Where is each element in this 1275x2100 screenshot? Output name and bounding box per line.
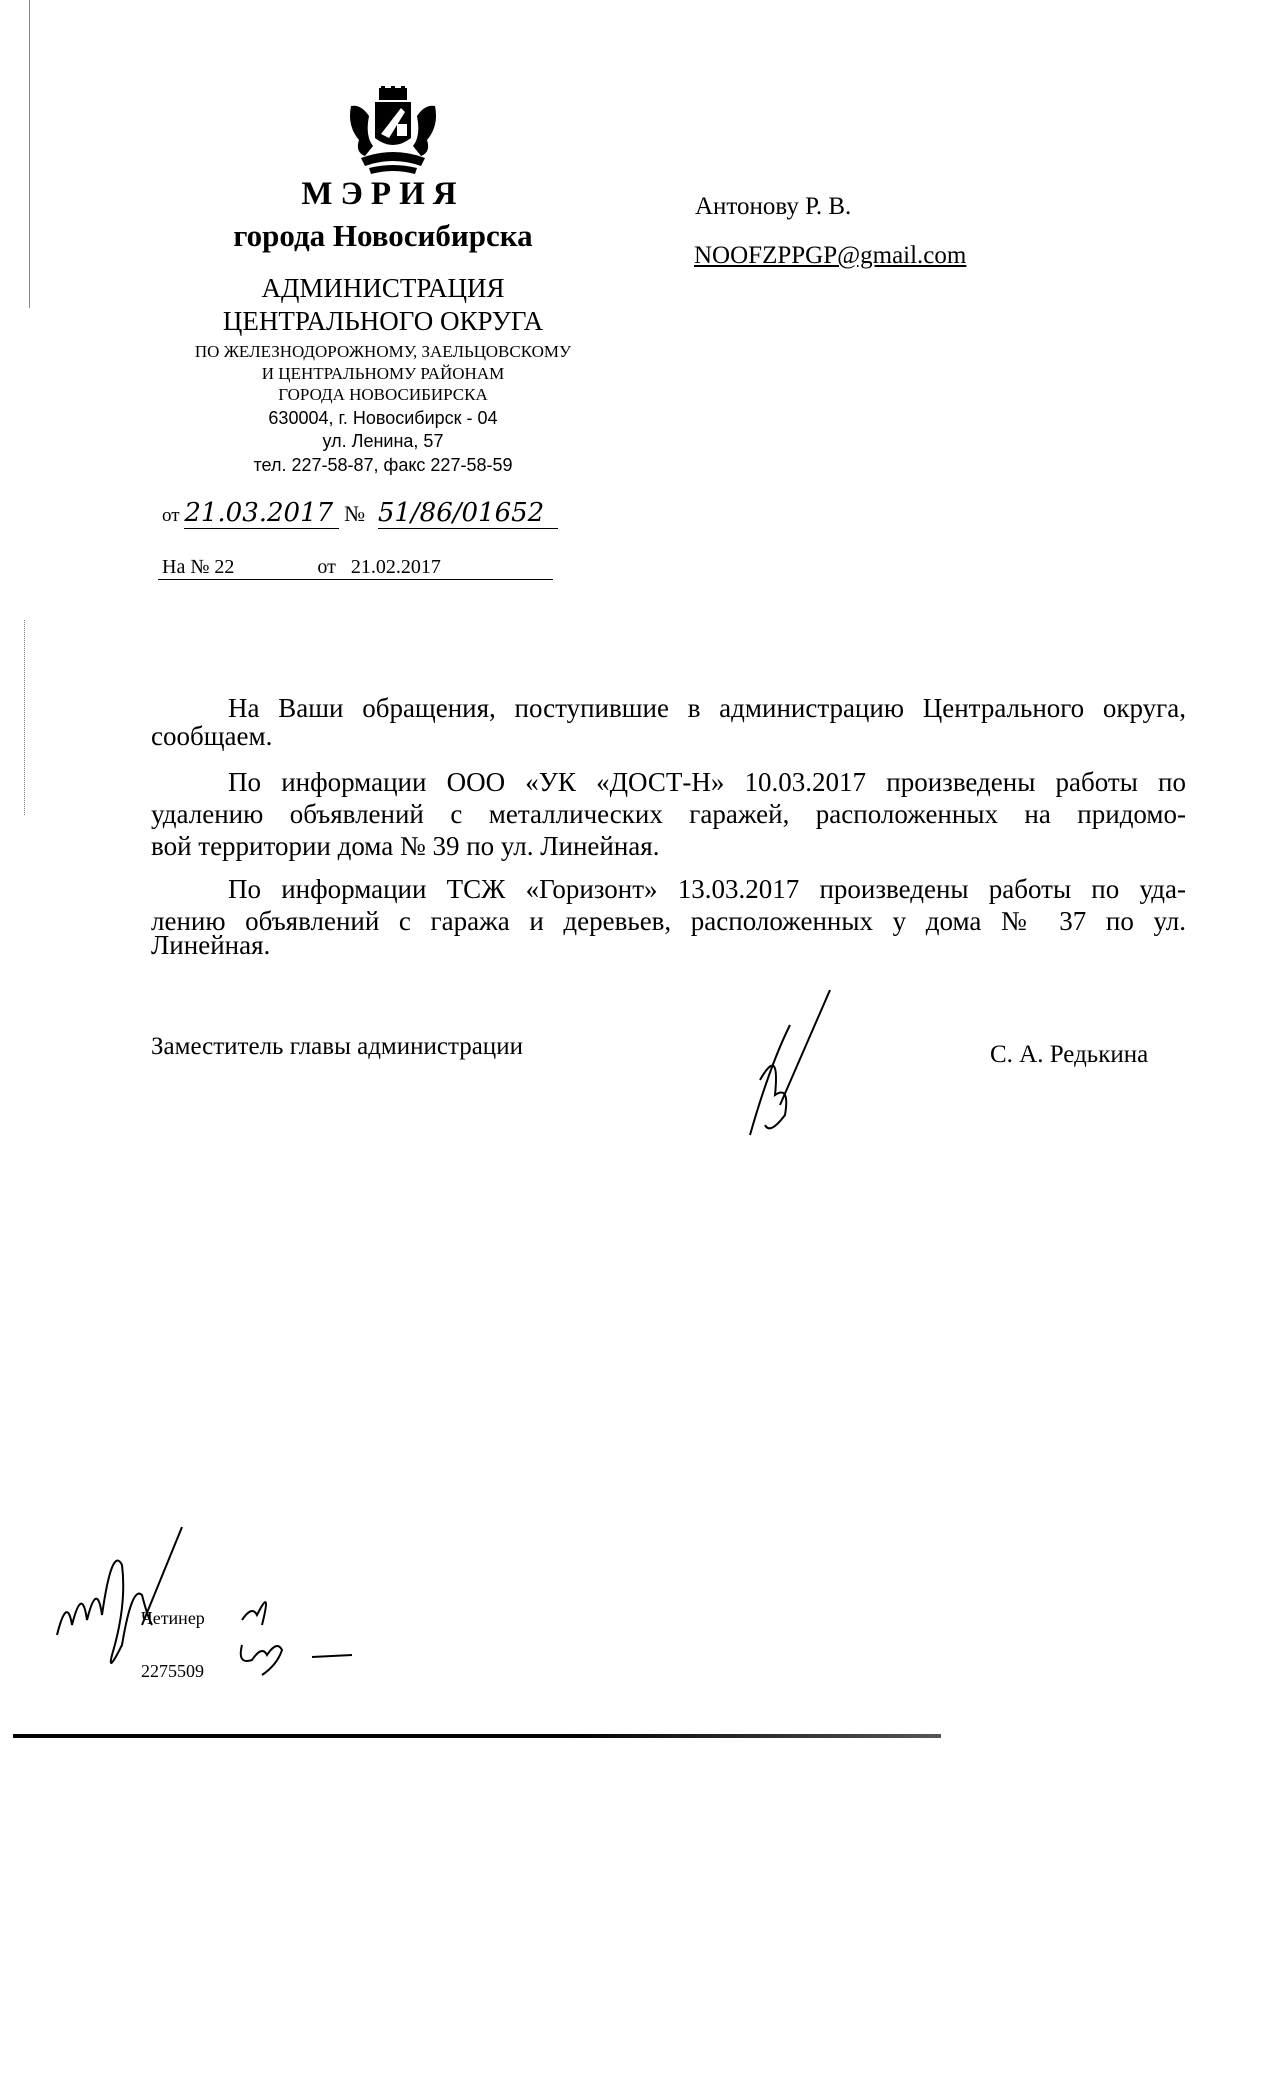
- outgoing-number-label: №: [344, 501, 366, 526]
- handwritten-signature: [730, 985, 845, 1145]
- scan-edge-marks: [24, 620, 25, 815]
- body-line: По информации ТСЖ «Горизонт» 13.03.2017 произведены работы по уда-: [228, 874, 1186, 904]
- recipient-name: Антонову Р. В.: [695, 193, 852, 220]
- reply-date-label: от: [317, 556, 336, 578]
- executor-phone: 2275509: [141, 1661, 204, 1681]
- signatory-position: Заместитель главы администрации: [151, 1033, 523, 1060]
- body-line: Линейная.: [151, 930, 271, 960]
- letterhead-subtitle: города Новосибирска: [233, 218, 533, 253]
- districts-line-2: И ЦЕНТРАЛЬНОМУ РАЙОНАМ: [261, 364, 505, 383]
- coat-of-arms-emblem: [345, 86, 441, 176]
- address-line-1: 630004, г. Новосибирск - 04: [268, 408, 498, 428]
- bottom-rule: [13, 1734, 941, 1738]
- phones: тел. 227-58-87, факс 227-58-59: [253, 455, 513, 475]
- reply-number-label: На №: [162, 556, 210, 578]
- reply-number: 22: [214, 556, 235, 578]
- outgoing-number: 51/86/01652: [378, 498, 558, 529]
- reply-date: 21.02.2017: [350, 556, 441, 578]
- address-line-2: ул. Ленина, 57: [322, 431, 444, 451]
- body-line: удалению объявлений с металлических гаражей, расположенных на придомо-: [151, 799, 1186, 829]
- body-line: По информации ООО «УК «ДОСТ-Н» 10.03.2017 произведены работы по: [228, 767, 1186, 797]
- admin-line-1: АДМИНИСТРАЦИЯ: [261, 273, 505, 303]
- signatory-name: С. А. Редькина: [990, 1041, 1149, 1068]
- outgoing-date: 21.03.2017: [184, 498, 339, 529]
- districts-line-3: ГОРОДА НОВОСИБИРСКА: [278, 385, 488, 404]
- outgoing-date-label: от: [162, 505, 180, 526]
- letterhead-title: МЭРИЯ: [301, 176, 465, 212]
- outgoing-reference: [162, 498, 558, 529]
- body-line: вой территории дома № 39 по ул. Линейная.: [151, 831, 660, 861]
- scan-edge-line: [29, 0, 30, 308]
- executor-signature: [52, 1525, 187, 1675]
- reply-reference: [158, 556, 553, 580]
- recipient-email[interactable]: NOOFZPPGP@gmail.com: [694, 242, 967, 269]
- admin-line-2: ЦЕНТРАЛЬНОГО ОКРУГА: [222, 306, 544, 336]
- body-line: лению объявлений с гаража и деревьев, расположенных у дома № 37 по ул.: [151, 906, 1186, 936]
- executor-initials-signature: [232, 1585, 357, 1680]
- executor-name: Четинер: [141, 1608, 205, 1628]
- body-line: На Ваши обращения, поступившие в администрацию Центрального округа,: [228, 693, 1186, 723]
- districts-line-1: ПО ЖЕЛЕЗНОДОРОЖНОМУ, ЗАЕЛЬЦОВСКОМУ: [194, 342, 572, 361]
- body-line: сообщаем.: [151, 721, 273, 751]
